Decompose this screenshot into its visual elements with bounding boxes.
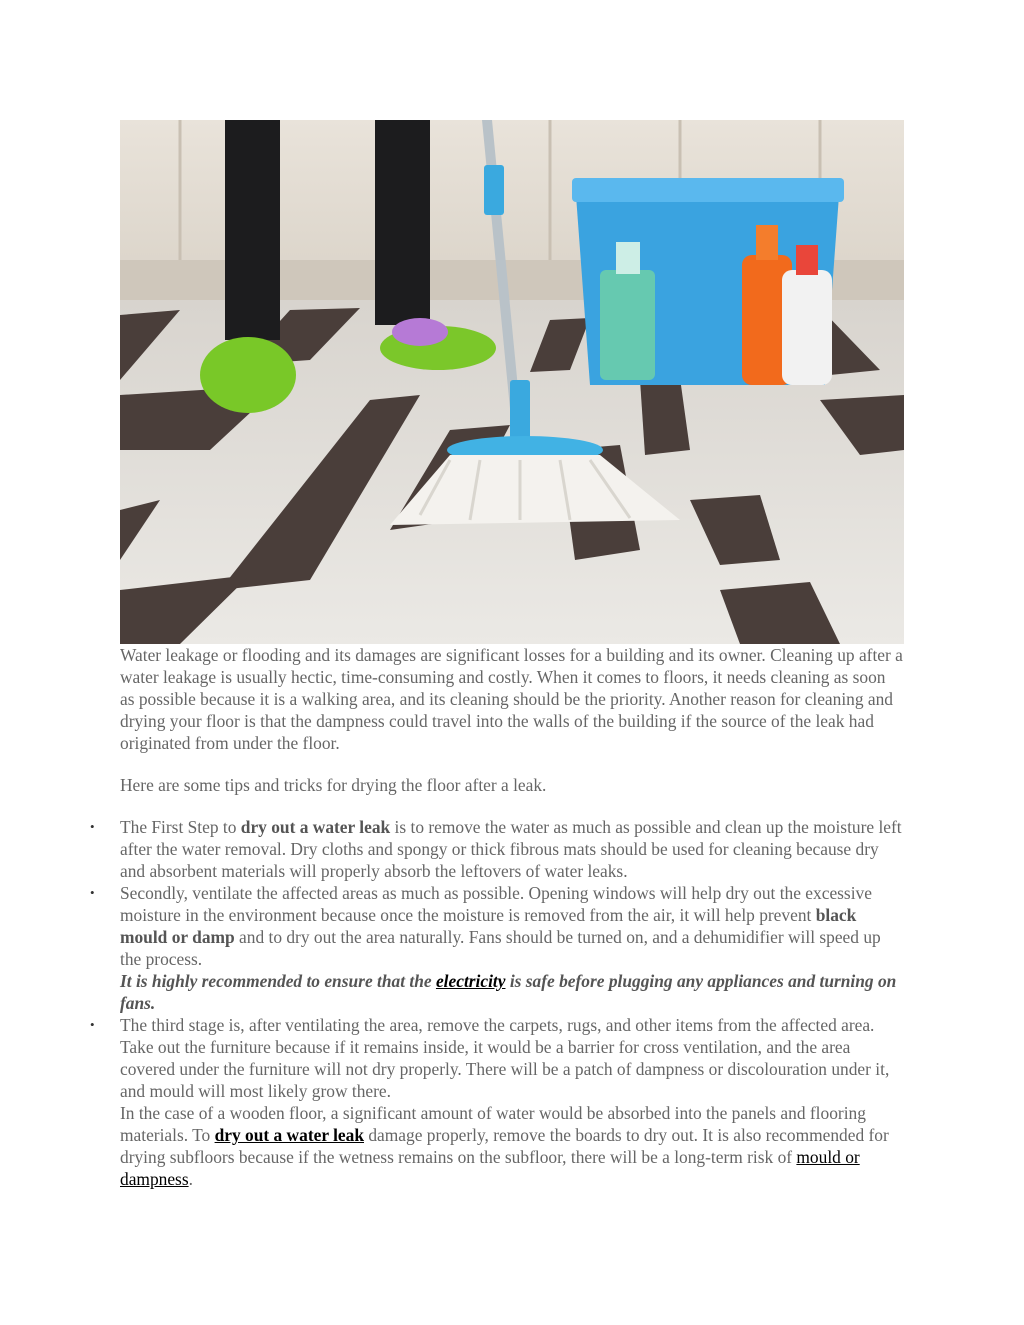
tip-first-bold: dry out a water leak — [240, 817, 391, 837]
wood-floor-middle: damage properly, remove the boards to dry out. It is also recommended for drying subfloors because if the wetness remains on the subfloor, there will be a long-term risk of — [120, 1125, 889, 1167]
tips-list — [120, 816, 904, 1190]
tips-lead-paragraph: Here are some tips and tricks for drying the floor after a leak. — [120, 775, 547, 795]
mop-floor-cleaning-photo — [120, 120, 904, 644]
tip-first-before: The First Step to — [120, 817, 241, 837]
electricity-warning — [120, 971, 896, 1013]
electricity-link[interactable]: electricity — [435, 971, 506, 991]
tip-second-bold: black mould or damp — [120, 905, 857, 947]
intro-paragraph: Water leakage or flooding and its damages are significant losses for a building and its owner. Cleaning up after a water leakage is usually hectic, time-consuming and costly. When it comes to floors, it needs cleaning as soon as possible because it is a walking area, and its cleaning should be the priority. Another reason for cleaning and drying your floor is that the dampness could travel into the walls of the building if the source of the leak had originated from under the floor. — [120, 645, 903, 753]
article-body — [120, 644, 904, 1190]
dry-out-water-leak-link[interactable]: dry out a water leak — [214, 1125, 364, 1145]
tip-second-before: Secondly, ventilate the affected areas as much as possible. Opening windows will help dry out the excessive moisture in the environment because once the moisture is removed from the air, it will help prevent — [120, 883, 872, 925]
mould-or-dampness-link[interactable]: mould or dampness — [120, 1147, 860, 1189]
list-item — [120, 816, 904, 882]
list-item — [120, 1014, 904, 1190]
tip-third-text: The third stage is, after ventilating the area, remove the carpets, rugs, and other items from the affected area. Take out the furniture because if it remains inside, it would be a barrier for cross ventilation, and the area covered under the furniture will not dry properly. There will be a patch of dampness or discolouration under it, and mould will most likely grow there. — [120, 1015, 890, 1101]
tip-second-after: and to dry out the area naturally. Fans should be turned on, and a dehumidifier will speed up the process. — [120, 927, 881, 969]
tip-first-after: is to remove the water as much as possible and clean up the moisture left after the water removal. Dry cloths and spongy or thick fibrous mats should be used for cleaning because dry and absorbent materials will properly absorb the leftovers of water leaks. — [120, 817, 902, 881]
wood-floor-end: . — [188, 1169, 193, 1189]
wood-floor-before: In the case of a wooden floor, a significant amount of water would be absorbed into the panels and flooring materials. To — [120, 1103, 866, 1145]
list-item — [120, 882, 904, 1014]
warning-after: is safe before plugging any appliances and turning on fans. — [120, 971, 897, 1013]
warning-before: It is highly recommended to ensure that the — [120, 971, 436, 991]
